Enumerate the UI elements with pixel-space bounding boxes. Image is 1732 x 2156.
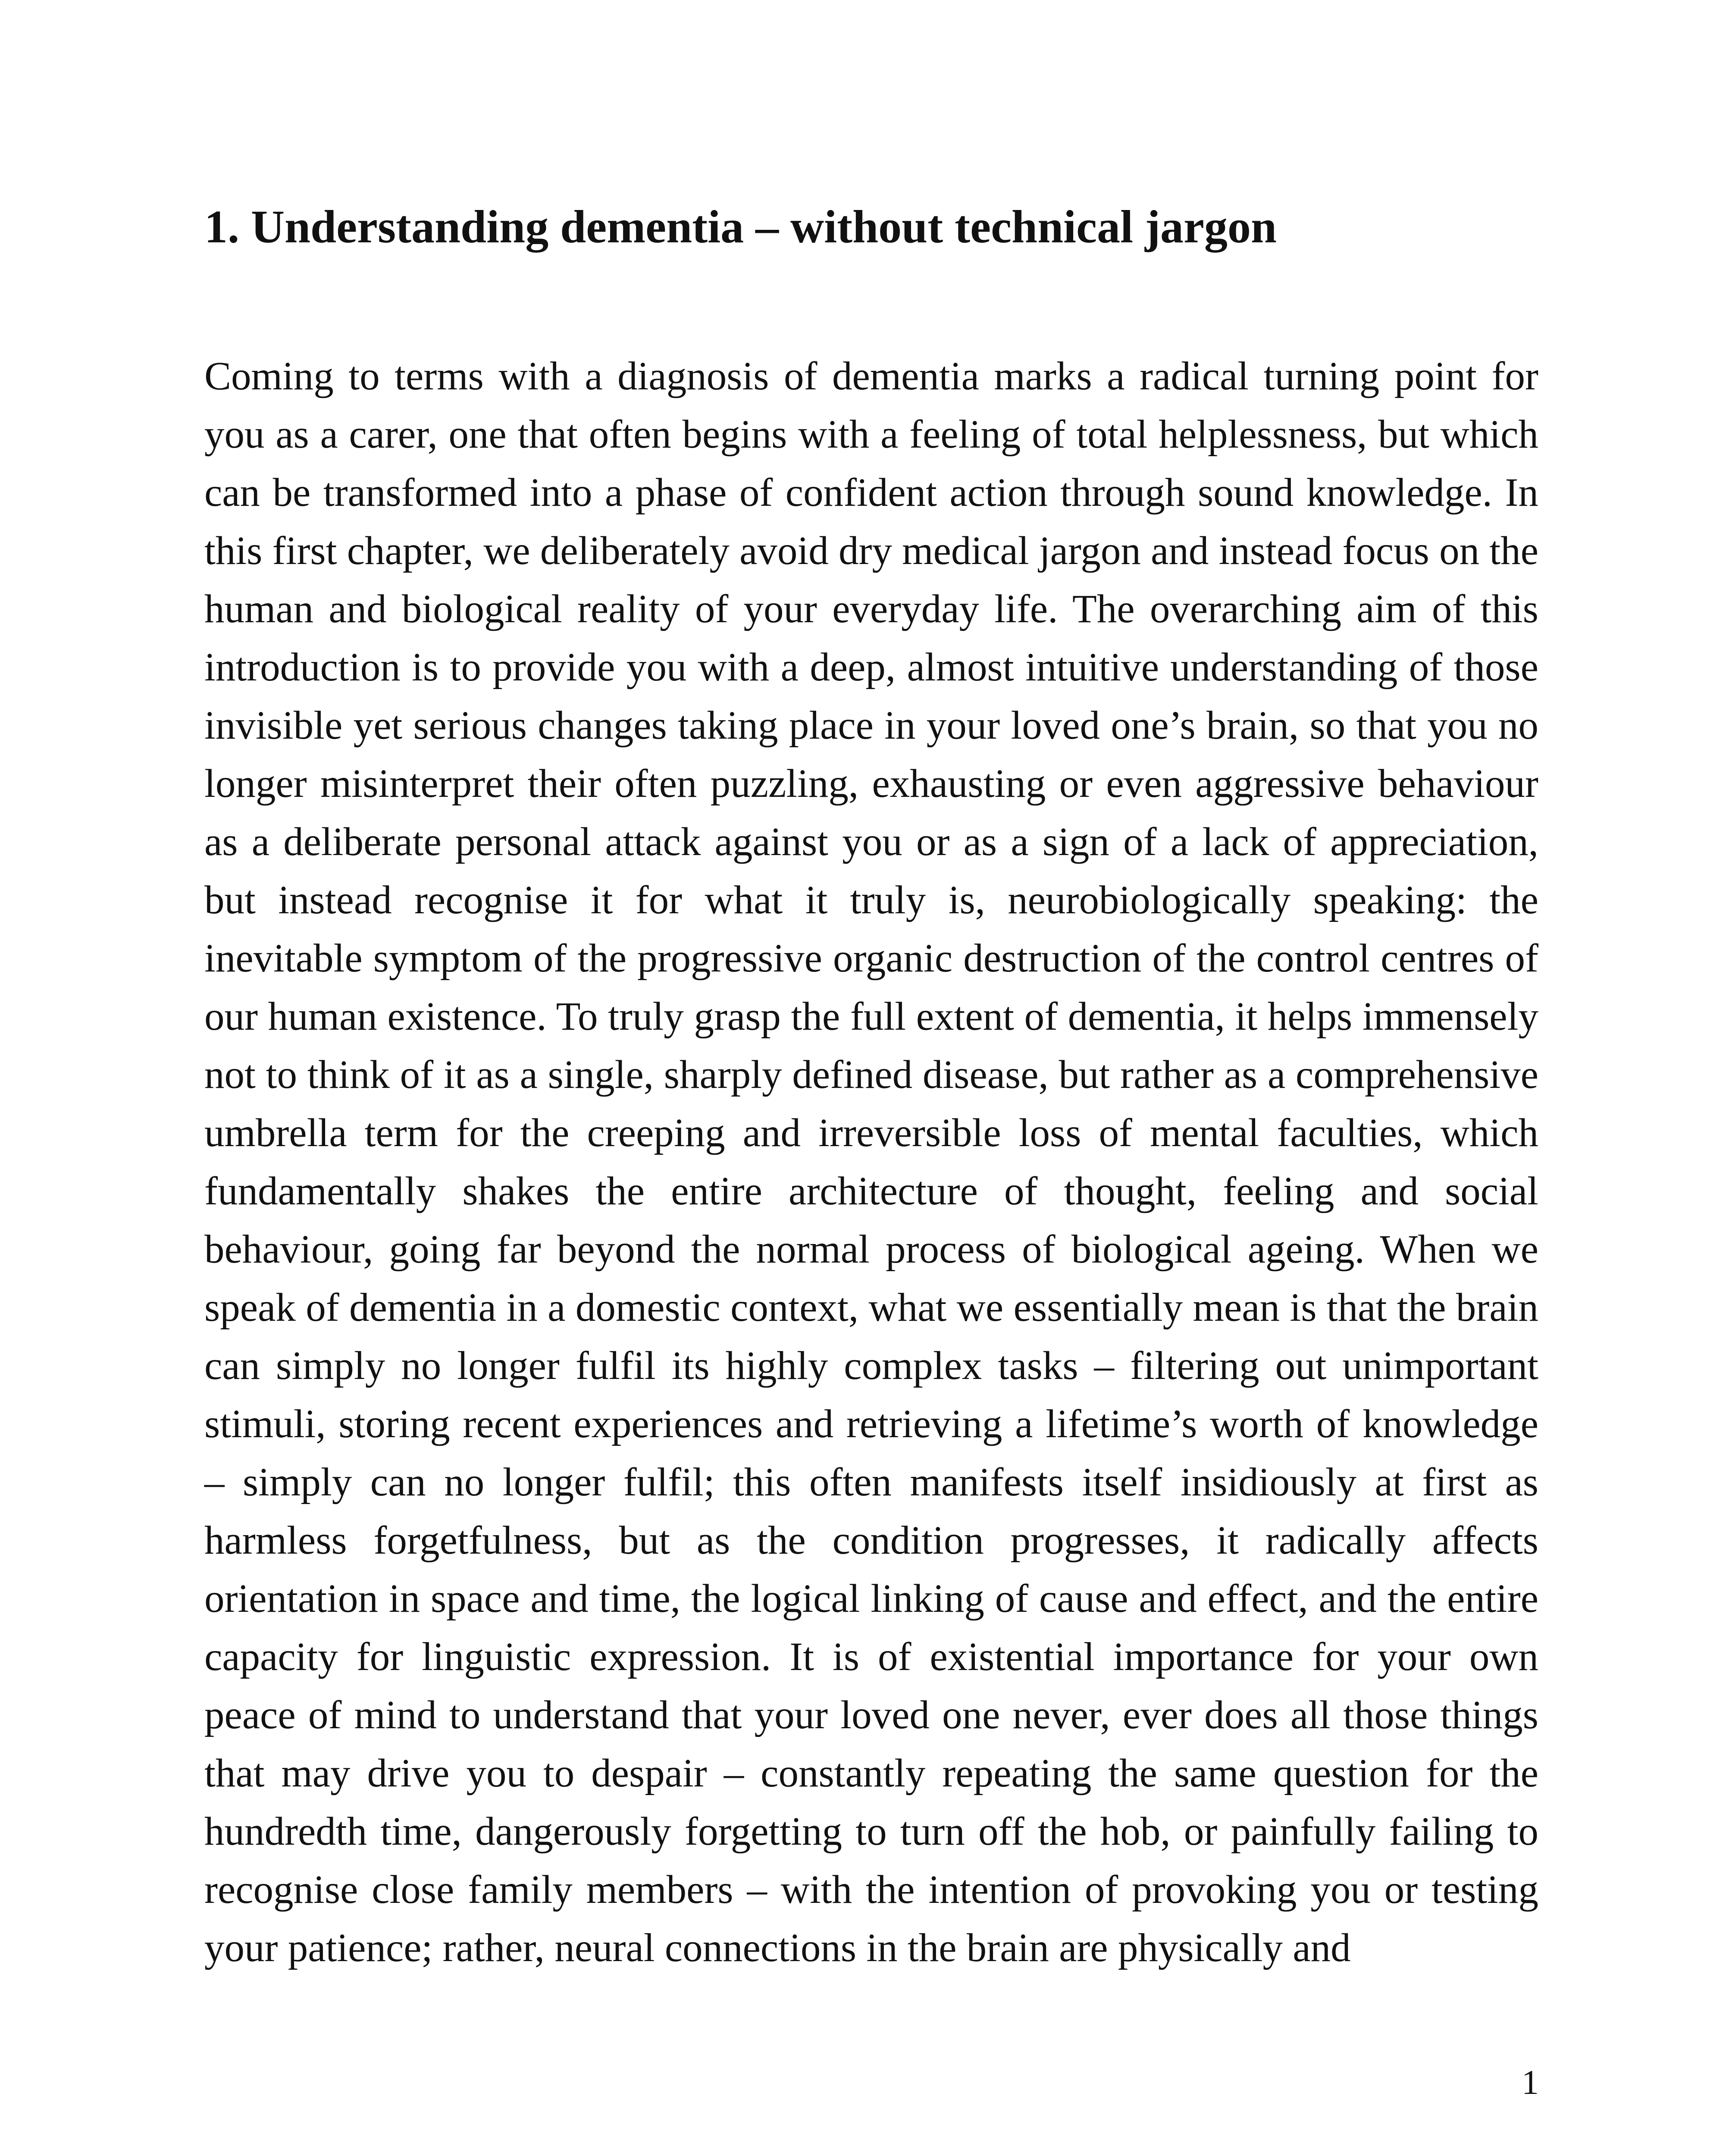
body-paragraph: Coming to terms with a diagnosis of dementia marks a radical turning point for you as a carer, one that often begins with a feeling of total helplessness, but which can be transformed into a phase of confident action through sound knowledge. In this first chapter, we deliberately avoid dry medical jargon and instead focus on the human and biological reality of your everyday life. The overarching aim of this introduction is to provide you with a deep, almost intuitive understanding of those invisible yet serious changes taking place in your loved one’s brain, so that you no longer misinterpret their often puzzling, exhausting or even aggressive behaviour as a deliberate personal attack against you or as a sign of a lack of appreciation, but instead recognise it for what it truly is, neurobiologically speaking: the inevitable symptom of the progressive organic destruction of the control centres of our human existence. To truly grasp the full extent of dementia, it helps immensely not to think of it as a single, sharply defined disease, but rather as a comprehensive umbrella term for the creeping and irreversible loss of mental faculties, which fundamentally shakes the entire architecture of thought, feeling and social behaviour, going far beyond the normal process of biological ageing. When we speak of dementia in a domestic context, what we essentially mean is that the brain can simply no longer fulfil its highly complex tasks – filtering out unimportant stimuli, storing recent experiences and retrieving a lifetime’s worth of knowledge – simply can no longer fulfil; this often manifests itself insidiously at first as harmless forgetfulness, but as the condition progresses, it radically affects orientation in space and time, the logical linking of cause and effect, and the entire capacity for linguistic expression. It is of existential importance for your own peace of mind to understand that your loved one never, ever does all those things that may drive you to despair – constantly repeating the same question for the hundredth time, dangerously forgetting to turn off the hob, or painfully failing to recognise close family members – with the intention of provoking you or testing your patience; rather, neural connections in the brain are physically and (204, 354, 1538, 1970)
chapter-heading: 1. Understanding dementia – without technical jargon (204, 201, 1277, 253)
page-number: 1 (1522, 2064, 1539, 2102)
